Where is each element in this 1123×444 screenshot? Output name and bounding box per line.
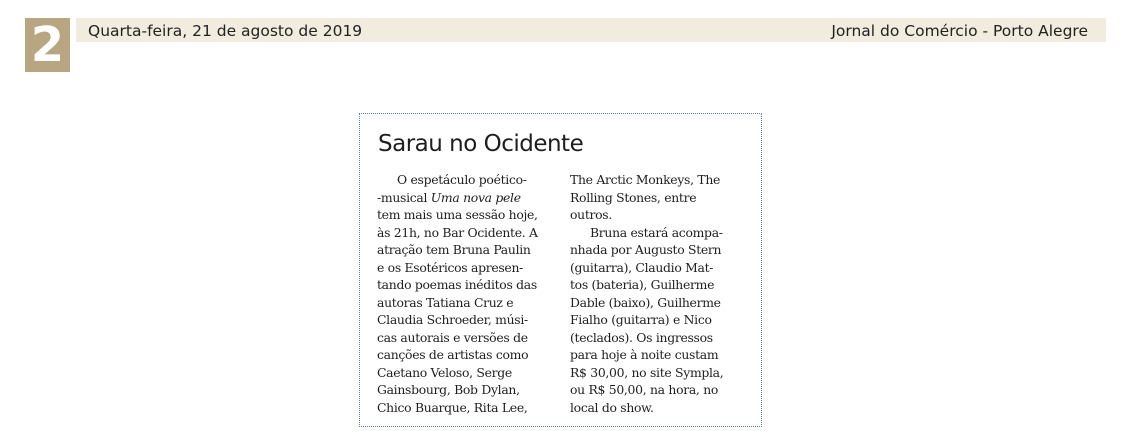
- text-line: ou R$ 50,00, na hora, no: [570, 382, 719, 397]
- text-line: Rolling Stones, entre: [570, 189, 697, 205]
- text-line: tos (bateria), Guilherme: [570, 277, 715, 292]
- text-line: (teclados). Os ingressos: [570, 329, 713, 345]
- text-line: tem mais uma sessão hoje,: [377, 207, 538, 222]
- text-line: local do show.: [570, 399, 654, 415]
- text-line: nhada por Augusto Stern: [570, 242, 722, 257]
- text-line: Caetano Veloso, Serge: [377, 364, 512, 380]
- text-line: Gainsbourg, Bob Dylan,: [377, 382, 520, 397]
- text-line: (guitarra), Claudio Mat-: [570, 259, 714, 275]
- text-line: [377, 189, 553, 207]
- text-line: autoras Tatiana Cruz e: [377, 294, 514, 310]
- header-date: Quarta-feira, 21 de agosto de 2019: [88, 22, 363, 40]
- page-number: 2: [25, 18, 70, 72]
- text-line: tando poemas inéditos das: [377, 277, 537, 292]
- article-column-2: [570, 171, 746, 416]
- text-line: e os Esotéricos apresen-: [377, 259, 524, 275]
- text-line: R$ 30,00, no site Sympla,: [570, 364, 724, 380]
- text-line: O espetáculo poético-: [397, 172, 527, 187]
- text-line: cas autorais e versões de: [377, 329, 528, 345]
- text-line: às 21h, no Bar Ocidente. A: [377, 224, 538, 240]
- article-column-1: [377, 171, 553, 416]
- text-line: atração tem Bruna Paulin: [377, 242, 531, 257]
- text-line: Dable (baixo), Guilherme: [570, 294, 721, 310]
- text-line: Claudia Schroeder, músi-: [377, 312, 528, 327]
- text-line: outros.: [570, 207, 612, 222]
- text-line: Bruna estará acompa-: [590, 224, 723, 240]
- newspaper-name: Jornal do Comércio - Porto Alegre: [831, 22, 1088, 40]
- text-line: para hoje à noite custam: [570, 347, 719, 362]
- show-title: Uma nova pele: [430, 189, 521, 205]
- text-line: Fialho (guitarra) e Nico: [570, 312, 712, 327]
- article-title: Sarau no Ocidente: [378, 131, 584, 157]
- text-line: The Arctic Monkeys, The: [570, 172, 721, 187]
- article-box: [359, 113, 762, 427]
- text-line: Chico Buarque, Rita Lee,: [377, 399, 528, 415]
- text-fragment: -musical: [377, 189, 431, 205]
- text-line: canções de artistas como: [377, 347, 529, 362]
